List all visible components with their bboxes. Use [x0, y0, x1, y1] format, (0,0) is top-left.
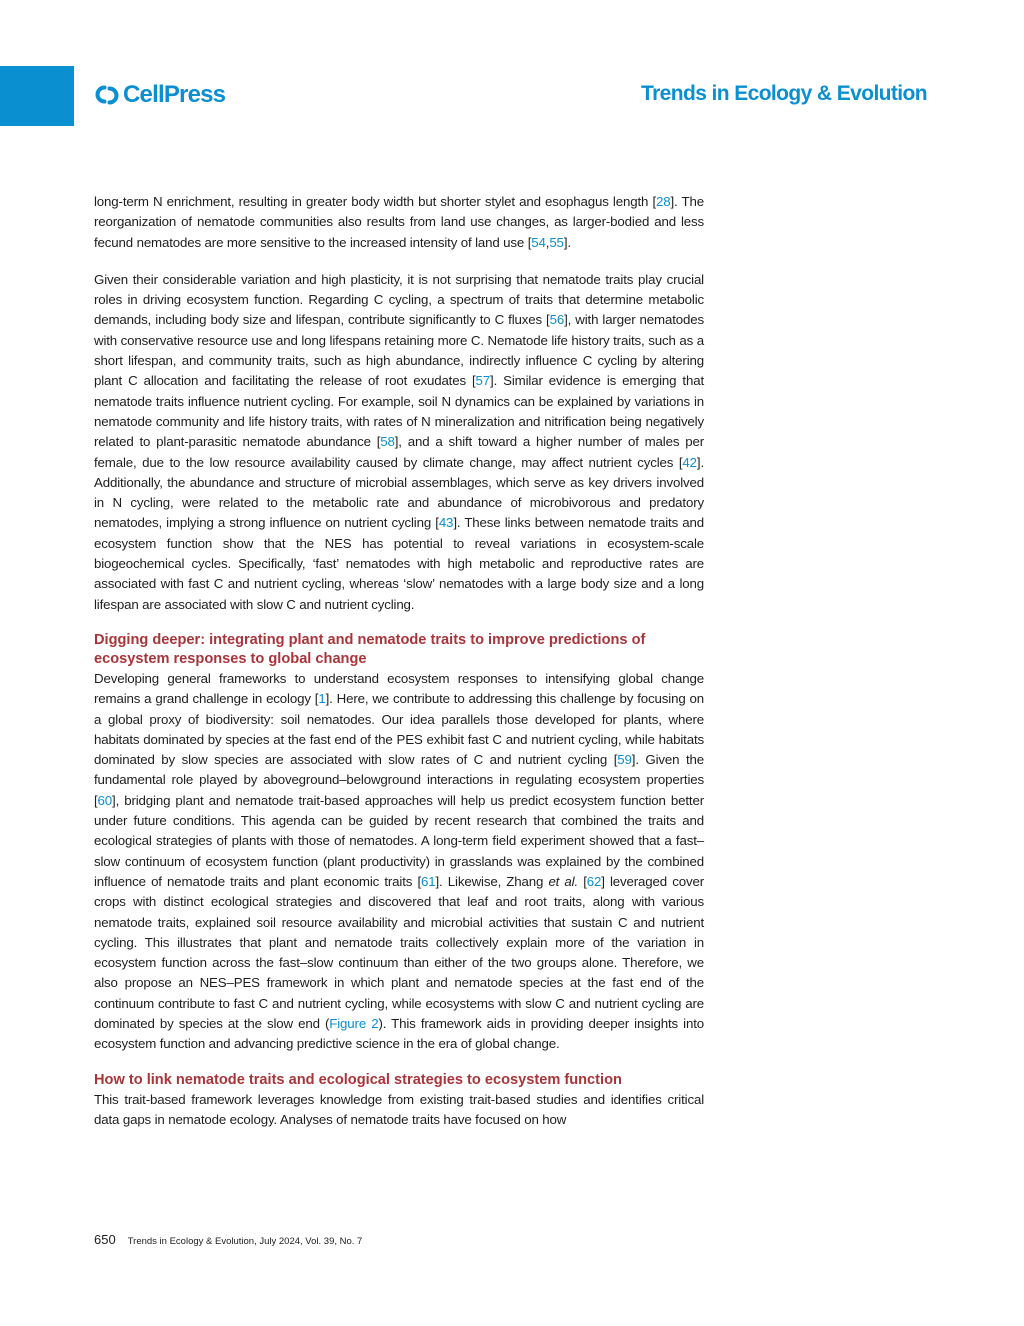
article-body [94, 192, 704, 1130]
page-number: 650 [94, 1232, 116, 1247]
reference-link[interactable]: 28 [656, 194, 671, 209]
section-heading: How to link nematode traits and ecological strategies to ecosystem function [94, 1071, 622, 1088]
paragraph [94, 669, 704, 1055]
page-footer [94, 1232, 362, 1247]
body-text: , [545, 234, 550, 250]
body-text: ] leveraged cover crops with distinct ecological strategies and discovered that leaf and root traits, along with various nematode traits, explained soil resource availability and microbial activities that sustain C and nutrient cycling. This illustrates that plant and nematode traits collectively explain more of the variation in ecosystem function across the fast–slow continuum than either of the two groups alone. Therefore, we also propose an NES–PES framework in which plant and nematode species at the fast end of the continuum contribute to fast C and nutrient cycling, while ecosystems with slow C and nutrient cycling are dominated by species at the slow end ( [94, 873, 704, 1031]
cellpress-logo-icon [94, 82, 120, 108]
reference-link[interactable]: 58 [380, 434, 395, 450]
reference-link[interactable]: 61 [421, 873, 436, 889]
body-text: ], bridging plant and nematode trait-based approaches will help us predict ecosystem function better under future conditions. This agenda can be guided by recent research that combined the traits and ecological strategies of plants with those of nematodes. A long-term field experiment showed that a fast–slow continuum of ecosystem function (plant productivity) in grasslands was explained by the combined influence of nematode traits and plant economic traits [ [94, 792, 704, 889]
body-text: ]. Here, we contribute to addressing this challenge by focusing on a global proxy of biodiversity: soil nematodes. Our idea parallels those developed for plants, where habitats dominated by species at the fast end of the PES exhibit fast C and nutrient cycling, while habitats dominated by slow species are associated with slow rates of C and nutrient cycling [ [94, 691, 704, 768]
reference-link[interactable]: 42 [682, 454, 697, 470]
section-heading: Digging deeper: integrating plant and nematode traits to improve predictions of ecosystem responses to global change [94, 631, 646, 667]
reference-link[interactable]: 1 [318, 691, 326, 707]
reference-link[interactable]: 59 [617, 752, 632, 768]
logo-text: CellPress [123, 81, 226, 108]
body-text: ]. Likewise, Zhang [435, 873, 549, 889]
body-text: Developing general frameworks to understand ecosystem responses to intensifying global change remains a grand challenge in ecology [ [94, 670, 704, 707]
reference-link[interactable]: 57 [475, 373, 491, 389]
reference-link[interactable]: 60 [97, 792, 113, 808]
reference-link[interactable]: 56 [549, 312, 565, 328]
journal-title: Trends in Ecology & Evolution [641, 82, 927, 105]
body-text: ]. Additionally, the abundance and structure of microbial assemblages, which serve as key drivers involved in N cycling, were related to the metabolic rate and abundance of microbivorous and predatory nematodes, implying a strong influence on nutrient cycling [ [94, 454, 704, 531]
body-text: [ [578, 873, 587, 889]
body-text: ]. The reorganization of nematode communities also results from land use changes, as larger-bodied and less fecund nematodes are more sensitive to the increased intensity of land use [ [94, 194, 704, 250]
reference-link[interactable]: 55 [549, 234, 564, 250]
body-text: ]. Given the fundamental role played by aboveground–belowground interactions in regulating ecosystem properties [ [94, 752, 705, 808]
body-text: ]. [563, 234, 571, 250]
body-text: ]. Similar evidence is emerging that nematode traits influence nutrient cycling. For example, soil N dynamics can be explained by variations in nematode community and life history traits, with rates of N mineralization and nitrification being negatively related to plant-parasitic nematode abundance [ [94, 373, 704, 450]
body-text: ], and a shift toward a higher number of males per female, due to the low resource availability caused by climate change, may affect nutrient cycles [ [94, 434, 704, 470]
paragraph [94, 270, 704, 615]
reference-link[interactable]: 62 [586, 873, 602, 889]
reference-link[interactable]: 43 [438, 515, 454, 531]
body-text: long-term N enrichment, resulting in greater body width but shorter stylet and esophagus length [ [94, 194, 656, 209]
brand-color-tab [0, 66, 74, 126]
body-text: ]. These links between nematode traits and ecosystem function show that the NES has potential to reveal variations in ecosystem-scale biogeochemical cycles. Specifically, ‘fast’ nematodes with high metabolic and reproductive rates are associated with fast C and nutrient cycling, whereas ‘slow’ nematodes with a large body size and a long lifespan are associated with slow C and nutrient cycling. [94, 515, 704, 612]
paragraph [94, 192, 704, 253]
body-text: ], with larger nematodes with conservative resource use and long lifespans retaining more C. Nematode life history traits, such as a short lifespan, and community traits, such as high abundance, indirectly influence C cycling by altering plant C allocation and facilitating the release of root exudates [ [94, 312, 704, 389]
body-text: ). This framework aids in providing deeper insights into ecosystem function and advancing predictive science in the era of global change. [94, 1015, 704, 1052]
reference-link[interactable]: 54 [531, 234, 546, 250]
journal-citation: Trends in Ecology & Evolution, July 2024, Vol. 39, No. 7 [127, 1236, 363, 1247]
body-text: Given their considerable variation and high plasticity, it is not surprising that nematode traits play crucial roles in driving ecosystem function. Regarding C cycling, a spectrum of traits that determine metabolic demands, including body size and lifespan, contribute significantly to C fluxes [ [94, 271, 704, 328]
figure-link[interactable]: Figure 2 [329, 1015, 379, 1031]
cellpress-logo[interactable] [94, 80, 225, 110]
paragraph: This trait-based framework leverages knowledge from existing trait-based studies and identifies critical data gaps in nematode ecology. Analyses of nematode traits have focused on how [94, 1091, 704, 1127]
italic-text: et al. [548, 873, 579, 889]
